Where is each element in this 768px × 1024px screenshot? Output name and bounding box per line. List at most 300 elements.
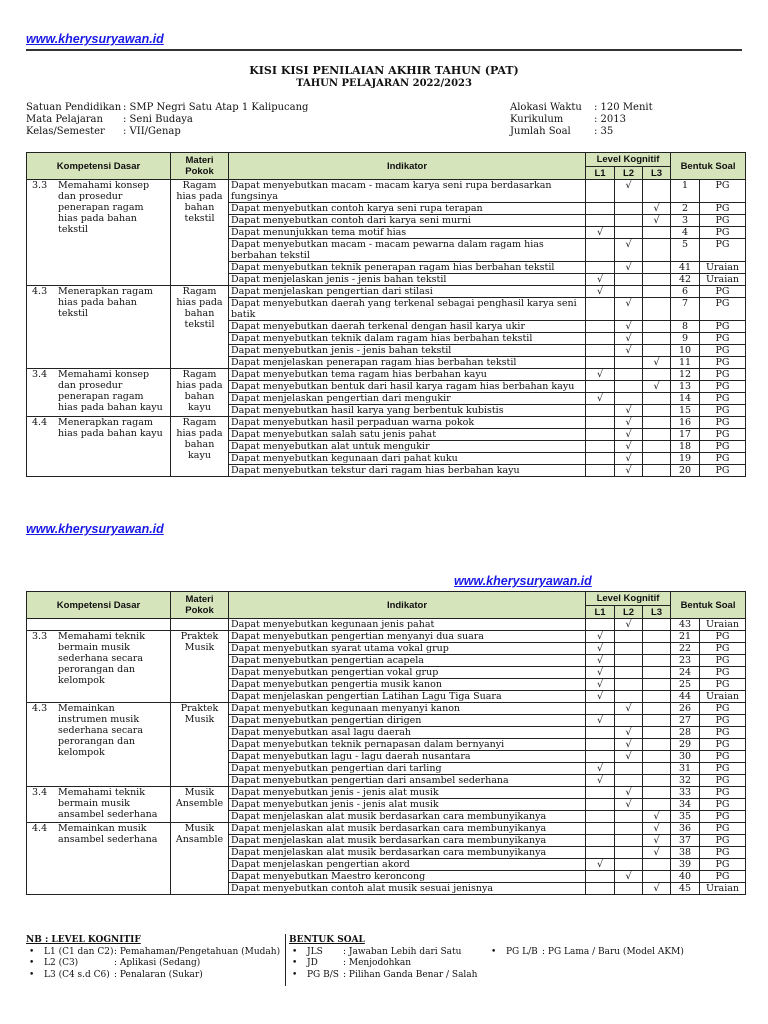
kompetensi-dasar-cell xyxy=(27,703,171,787)
level-cell-l2 xyxy=(615,286,643,298)
legend-item xyxy=(26,958,280,970)
question-number: 36 xyxy=(671,823,700,835)
level-cell-l1 xyxy=(586,883,615,895)
level-cell-l3 xyxy=(643,369,671,381)
bentuk-soal-cell: PG xyxy=(700,703,746,715)
kd-text: Memahami konsep dan prosedur penerapan ragam hias pada bahan tekstil xyxy=(58,180,150,235)
level-cell-l2 xyxy=(615,823,643,835)
level-check-l1: √ xyxy=(586,775,615,787)
bentuk-soal-cell: PG xyxy=(700,823,746,835)
level-cell-l1 xyxy=(586,441,615,453)
level-cell-l1 xyxy=(586,357,615,369)
indikator-cell: Dapat menyebutkan hasil karya yang berbentuk kubistis xyxy=(229,405,586,417)
level-cell-l3 xyxy=(643,333,671,345)
kompetensi-dasar-cell xyxy=(27,823,171,895)
header-l1: L1 xyxy=(586,606,615,619)
header-kompetensi-dasar: Kompetensi Dasar xyxy=(27,153,171,180)
question-number: 22 xyxy=(671,643,700,655)
level-check-l2: √ xyxy=(615,465,643,477)
level-cell-l1 xyxy=(586,298,615,321)
bentuk-soal-cell: PG xyxy=(700,835,746,847)
meta-label: Kelas/Semester xyxy=(26,126,105,137)
question-number: 30 xyxy=(671,751,700,763)
level-cell-l1 xyxy=(586,799,615,811)
level-cell-l2 xyxy=(615,775,643,787)
level-check-l2: √ xyxy=(615,799,643,811)
question-number: 16 xyxy=(671,417,700,429)
level-check-l3: √ xyxy=(643,883,671,895)
level-cell-l3 xyxy=(643,429,671,441)
kd-number: 4.3 xyxy=(32,703,48,714)
level-check-l1: √ xyxy=(586,667,615,679)
meta-value: : 35 xyxy=(594,126,614,137)
materi-pokok-cell: Musik Ansamble xyxy=(171,823,229,895)
level-cell-l3 xyxy=(643,787,671,799)
bentuk-soal-cell: PG xyxy=(700,180,746,203)
level-check-l1: √ xyxy=(586,655,615,667)
level-cell-l3 xyxy=(643,799,671,811)
level-check-l2: √ xyxy=(615,871,643,883)
legend-bentuk-soal xyxy=(289,935,477,981)
level-cell-l1 xyxy=(586,703,615,715)
legend-item xyxy=(289,947,477,959)
indikator-cell: Dapat menyebutkan asal lagu daerah xyxy=(229,727,586,739)
level-cell-l3 xyxy=(643,679,671,691)
meta-value: : 2013 xyxy=(594,114,626,125)
level-cell-l3 xyxy=(643,227,671,239)
meta-left xyxy=(26,102,308,138)
bentuk-soal-cell: Uraian xyxy=(700,274,746,286)
legend-title: NB : LEVEL KOGNITIF xyxy=(26,935,141,945)
question-number: 1 xyxy=(671,180,700,203)
question-number: 20 xyxy=(671,465,700,477)
bentuk-soal-cell: PG xyxy=(700,357,746,369)
header-kompetensi-dasar: Kompetensi Dasar xyxy=(27,592,171,619)
bentuk-soal-cell: PG xyxy=(700,763,746,775)
level-cell-l3 xyxy=(643,691,671,703)
indikator-cell: Dapat menyebutkan jenis - jenis bahan tekstil xyxy=(229,345,586,357)
level-cell-l3 xyxy=(643,274,671,286)
level-cell-l1 xyxy=(586,453,615,465)
kompetensi-dasar-cell xyxy=(27,369,171,417)
kd-text: Memainkan musik ansambel sederhana xyxy=(58,823,158,845)
level-check-l2: √ xyxy=(615,751,643,763)
legend-value: : Penalaran (Sukar) xyxy=(114,969,203,980)
indikator-cell: Dapat menyebutkan pengertian dari ansambel sederhana xyxy=(229,775,586,787)
watermark-link[interactable]: www.kherysuryawan.id xyxy=(454,574,592,588)
legend-item xyxy=(488,947,684,959)
level-cell-l3 xyxy=(643,631,671,643)
meta-label: Mata Pelajaran xyxy=(26,114,103,125)
indikator-cell: Dapat menyebutkan teknik pernapasan dalam bernyanyi xyxy=(229,739,586,751)
question-number: 43 xyxy=(671,619,700,631)
kd-text: Menerapkan ragam hias pada bahan tekstil xyxy=(58,286,153,319)
legend-item xyxy=(26,947,280,959)
bentuk-soal-cell: PG xyxy=(700,751,746,763)
level-check-l1: √ xyxy=(586,691,615,703)
question-number: 10 xyxy=(671,345,700,357)
meta-label: Alokasi Waktu xyxy=(510,102,582,113)
question-number: 4 xyxy=(671,227,700,239)
header-level-kognitif: Level Kognitif xyxy=(586,153,671,167)
question-number: 33 xyxy=(671,787,700,799)
materi-pokok-cell: Ragam hias pada bahan tekstil xyxy=(171,286,229,369)
kd-number: 4.4 xyxy=(32,417,48,428)
kd-text: Memahami teknik bermain musik ansambel sederhana xyxy=(58,787,158,820)
question-number: 39 xyxy=(671,859,700,871)
question-number: 40 xyxy=(671,871,700,883)
level-cell-l1 xyxy=(586,727,615,739)
legend-value: : Pemahaman/Pengetahuan (Mudah) xyxy=(114,946,281,957)
level-cell-l2 xyxy=(615,227,643,239)
level-cell-l1 xyxy=(586,333,615,345)
question-number: 29 xyxy=(671,739,700,751)
kompetensi-dasar-cell xyxy=(27,787,171,823)
indikator-cell: Dapat menjelaskan alat musik berdasarkan cara membunyikanya xyxy=(229,811,586,823)
question-number: 42 xyxy=(671,274,700,286)
level-check-l3: √ xyxy=(643,847,671,859)
bentuk-soal-cell: PG xyxy=(700,417,746,429)
watermark-link[interactable]: www.kherysuryawan.id xyxy=(26,32,164,46)
question-number: 3 xyxy=(671,215,700,227)
question-number: 19 xyxy=(671,453,700,465)
level-cell-l3 xyxy=(643,643,671,655)
kd-text: Memainkan instrumen musik sederhana secara perorangan dan kelompok xyxy=(58,703,144,758)
level-cell-l3 xyxy=(643,441,671,453)
level-cell-l3 xyxy=(643,703,671,715)
level-check-l1: √ xyxy=(586,631,615,643)
indikator-cell: Dapat menyebutkan pengertian vokal grup xyxy=(229,667,586,679)
bentuk-soal-cell: PG xyxy=(700,811,746,823)
level-cell-l1 xyxy=(586,811,615,823)
level-cell-l3 xyxy=(643,417,671,429)
question-number: 45 xyxy=(671,883,700,895)
legend-item xyxy=(26,970,280,982)
indikator-cell: Dapat menyebutkan salah satu jenis pahat xyxy=(229,429,586,441)
indikator-cell: Dapat menyebutkan tema ragam hias berbahan kayu xyxy=(229,369,586,381)
question-number: 7 xyxy=(671,298,700,321)
question-number: 34 xyxy=(671,799,700,811)
kompetensi-dasar-cell xyxy=(27,286,171,369)
kompetensi-dasar-cell xyxy=(27,180,171,286)
bentuk-soal-cell: Uraian xyxy=(700,691,746,703)
bentuk-soal-cell: PG xyxy=(700,405,746,417)
level-cell-l1 xyxy=(586,381,615,393)
question-number: 8 xyxy=(671,321,700,333)
level-cell-l3 xyxy=(643,286,671,298)
legend-key: L2 (C3) xyxy=(44,958,79,968)
bentuk-soal-cell: PG xyxy=(700,775,746,787)
question-number: 28 xyxy=(671,727,700,739)
level-cell-l3 xyxy=(643,739,671,751)
level-check-l2: √ xyxy=(615,417,643,429)
bentuk-soal-cell: PG xyxy=(700,859,746,871)
header-materi-pokok: Materi Pokok xyxy=(171,153,229,180)
indikator-cell: Dapat menyebutkan kegunaan menyanyi kanon xyxy=(229,703,586,715)
materi-pokok-cell: Praktek Musik xyxy=(171,703,229,787)
level-cell-l3 xyxy=(643,859,671,871)
level-cell-l3 xyxy=(643,345,671,357)
level-check-l3: √ xyxy=(643,811,671,823)
materi-pokok-cell: Praktek Musik xyxy=(171,631,229,703)
level-cell-l3 xyxy=(643,715,671,727)
header-materi-pokok: Materi Pokok xyxy=(171,592,229,619)
level-check-l1: √ xyxy=(586,274,615,286)
indikator-cell: Dapat menyebutkan pengertian menyanyi dua suara xyxy=(229,631,586,643)
legend-value: : Jawaban Lebih dari Satu xyxy=(343,946,462,957)
indikator-cell: Dapat menyebutkan tekstur dari ragam hias berbahan kayu xyxy=(229,465,586,477)
table-row xyxy=(27,180,746,203)
table-row xyxy=(27,417,746,429)
materi-pokok-cell: Musik Ansemble xyxy=(171,787,229,823)
kisi-table-2 xyxy=(26,591,746,895)
header-l1: L1 xyxy=(586,167,615,180)
level-check-l3: √ xyxy=(643,381,671,393)
question-number: 17 xyxy=(671,429,700,441)
table-row xyxy=(27,787,746,799)
table-row xyxy=(27,823,746,835)
bentuk-soal-cell: PG xyxy=(700,631,746,643)
level-check-l3: √ xyxy=(643,357,671,369)
bentuk-soal-cell: PG xyxy=(700,667,746,679)
indikator-cell: Dapat menyebutkan pengertia musik kanon xyxy=(229,679,586,691)
bentuk-soal-cell: PG xyxy=(700,321,746,333)
level-check-l2: √ xyxy=(615,441,643,453)
level-cell-l3 xyxy=(643,298,671,321)
indikator-cell: Dapat menyebutkan kegunaan dari pahat kuku xyxy=(229,453,586,465)
header-divider xyxy=(26,49,742,51)
header-bentuk-soal: Bentuk Soal xyxy=(671,153,746,180)
materi-pokok-cell xyxy=(171,619,229,631)
bentuk-soal-cell: Uraian xyxy=(700,883,746,895)
kd-number: 4.4 xyxy=(32,823,48,834)
kd-number: 4.3 xyxy=(32,286,48,297)
bentuk-soal-cell: PG xyxy=(700,799,746,811)
level-cell-l1 xyxy=(586,619,615,631)
level-cell-l2 xyxy=(615,811,643,823)
level-cell-l1 xyxy=(586,751,615,763)
level-check-l1: √ xyxy=(586,715,615,727)
header-bentuk-soal: Bentuk Soal xyxy=(671,592,746,619)
header-l3: L3 xyxy=(643,606,671,619)
question-number: 9 xyxy=(671,333,700,345)
table-row xyxy=(27,631,746,643)
level-check-l2: √ xyxy=(615,333,643,345)
indikator-cell: Dapat menyebutkan kegunaan jenis pahat xyxy=(229,619,586,631)
bentuk-soal-cell: PG xyxy=(700,679,746,691)
header-l2: L2 xyxy=(615,167,643,180)
level-check-l2: √ xyxy=(615,262,643,274)
legend-item xyxy=(289,970,477,982)
level-cell-l3 xyxy=(643,655,671,667)
kd-text: Memahami teknik bermain musik sederhana secara perorangan dan kelompok xyxy=(58,631,145,686)
bentuk-soal-cell: PG xyxy=(700,227,746,239)
table-row xyxy=(27,369,746,381)
level-check-l2: √ xyxy=(615,239,643,262)
legend-key: L3 (C4 s.d C6) xyxy=(44,969,110,980)
materi-pokok-cell: Ragam hias pada bahan tekstil xyxy=(171,180,229,286)
level-cell-l1 xyxy=(586,215,615,227)
question-number: 38 xyxy=(671,847,700,859)
legend-value: : Menjodohkan xyxy=(343,958,412,968)
indikator-cell: Dapat menyebutkan teknik penerapan ragam hias berbahan tekstil xyxy=(229,262,586,274)
indikator-cell: Dapat menyebutkan daerah terkenal dengan hasil karya ukir xyxy=(229,321,586,333)
question-number: 25 xyxy=(671,679,700,691)
level-check-l3: √ xyxy=(643,835,671,847)
indikator-cell: Dapat menyebutkan contoh dari karya seni murni xyxy=(229,215,586,227)
watermark-link[interactable]: www.kherysuryawan.id xyxy=(26,522,164,536)
level-cell-l1 xyxy=(586,871,615,883)
question-number: 44 xyxy=(671,691,700,703)
level-cell-l2 xyxy=(615,381,643,393)
legend-key: JLS xyxy=(307,946,323,957)
question-number: 35 xyxy=(671,811,700,823)
question-number: 18 xyxy=(671,441,700,453)
level-cell-l1 xyxy=(586,429,615,441)
level-check-l1: √ xyxy=(586,643,615,655)
materi-pokok-cell: Ragam hias pada bahan kayu xyxy=(171,417,229,477)
bentuk-soal-cell: PG xyxy=(700,715,746,727)
indikator-cell: Dapat menyebutkan macam - macam pewarna dalam ragam hias berbahan tekstil xyxy=(229,239,586,262)
level-cell-l3 xyxy=(643,763,671,775)
level-cell-l1 xyxy=(586,321,615,333)
level-check-l1: √ xyxy=(586,679,615,691)
level-cell-l3 xyxy=(643,465,671,477)
level-cell-l2 xyxy=(615,667,643,679)
level-check-l3: √ xyxy=(643,823,671,835)
indikator-cell: Dapat menyebutkan macam - macam karya seni rupa berdasarkan fungsinya xyxy=(229,180,586,203)
level-cell-l1 xyxy=(586,823,615,835)
indikator-cell: Dapat menunjukkan tema motif hias xyxy=(229,227,586,239)
kd-number: 3.3 xyxy=(32,180,48,191)
level-check-l2: √ xyxy=(615,345,643,357)
bentuk-soal-cell: PG xyxy=(700,286,746,298)
level-cell-l1 xyxy=(586,180,615,203)
document-subtitle: TAHUN PELAJARAN 2022/2023 xyxy=(296,78,472,89)
level-check-l2: √ xyxy=(615,321,643,333)
kd-text: Memahami konsep dan prosedur penerapan ragam hias pada bahan kayu xyxy=(58,369,163,413)
indikator-cell: Dapat menyebutkan pengertian dirigen xyxy=(229,715,586,727)
indikator-cell: Dapat menyebutkan alat untuk mengukir xyxy=(229,441,586,453)
level-check-l2: √ xyxy=(615,453,643,465)
level-check-l2: √ xyxy=(615,405,643,417)
indikator-cell: Dapat menjelaskan pengertian Latihan Lagu Tiga Suara xyxy=(229,691,586,703)
level-cell-l3 xyxy=(643,393,671,405)
legend-key: L1 (C1 dan C2) xyxy=(44,946,114,957)
header-indikator: Indikator xyxy=(229,153,586,180)
level-check-l1: √ xyxy=(586,859,615,871)
meta-value: : SMP Negri Satu Atap 1 Kalipucang xyxy=(123,102,309,113)
question-number: 32 xyxy=(671,775,700,787)
level-check-l2: √ xyxy=(615,619,643,631)
bentuk-soal-cell: PG xyxy=(700,298,746,321)
indikator-cell: Dapat menjelaskan pengertian dari stilasi xyxy=(229,286,586,298)
level-cell-l2 xyxy=(615,393,643,405)
bentuk-soal-cell: PG xyxy=(700,871,746,883)
meta-label: Kurikulum xyxy=(510,114,564,125)
level-check-l2: √ xyxy=(615,180,643,203)
bentuk-soal-cell: Uraian xyxy=(700,262,746,274)
level-cell-l1 xyxy=(586,787,615,799)
bentuk-soal-cell: PG xyxy=(700,847,746,859)
meta-value: : VII/Genap xyxy=(123,126,181,137)
document-title: KISI KISI PENILAIAN AKHIR TAHUN (PAT) xyxy=(249,64,519,77)
bentuk-soal-cell: PG xyxy=(700,369,746,381)
meta-label: Jumlah Soal xyxy=(510,126,571,137)
level-cell-l3 xyxy=(643,262,671,274)
meta-right xyxy=(510,102,653,138)
legend-key: PG B/S xyxy=(307,969,339,980)
header-l2: L2 xyxy=(615,606,643,619)
indikator-cell: Dapat menyebutkan contoh alat musik sesuai jenisnya xyxy=(229,883,586,895)
header-level-kognitif: Level Kognitif xyxy=(586,592,671,606)
level-cell-l3 xyxy=(643,453,671,465)
kompetensi-dasar-cell xyxy=(27,619,171,631)
level-check-l2: √ xyxy=(615,739,643,751)
indikator-cell: Dapat menyebutkan jenis - jenis alat musik xyxy=(229,799,586,811)
bentuk-soal-cell: PG xyxy=(700,739,746,751)
level-check-l3: √ xyxy=(643,203,671,215)
bentuk-soal-cell: PG xyxy=(700,345,746,357)
level-cell-l3 xyxy=(643,619,671,631)
question-number: 27 xyxy=(671,715,700,727)
kd-number: 3.3 xyxy=(32,631,48,642)
legend-pg-model xyxy=(488,947,684,959)
level-cell-l1 xyxy=(586,417,615,429)
level-check-l2: √ xyxy=(615,787,643,799)
level-cell-l1 xyxy=(586,203,615,215)
level-check-l2: √ xyxy=(615,429,643,441)
legend-title: BENTUK SOAL xyxy=(289,935,365,945)
question-number: 26 xyxy=(671,703,700,715)
indikator-cell: Dapat menjelaskan alat musik berdasarkan cara membunyikanya xyxy=(229,835,586,847)
indikator-cell: Dapat menjelaskan pengertian dari mengukir xyxy=(229,393,586,405)
question-number: 6 xyxy=(671,286,700,298)
bentuk-soal-cell: PG xyxy=(700,239,746,262)
legend-value: : PG Lama / Baru (Model AKM) xyxy=(542,947,684,957)
level-check-l1: √ xyxy=(586,763,615,775)
level-check-l1: √ xyxy=(586,369,615,381)
indikator-cell: Dapat menyebutkan jenis - jenis alat musik xyxy=(229,787,586,799)
legend-item xyxy=(289,958,477,970)
indikator-cell: Dapat menyebutkan Maestro keroncong xyxy=(229,871,586,883)
bentuk-soal-cell: PG xyxy=(700,429,746,441)
question-number: 24 xyxy=(671,667,700,679)
indikator-cell: Dapat menyebutkan contoh karya seni rupa terapan xyxy=(229,203,586,215)
level-cell-l1 xyxy=(586,345,615,357)
level-cell-l2 xyxy=(615,835,643,847)
level-cell-l2 xyxy=(615,643,643,655)
indikator-cell: Dapat menjelaskan pengertian akord xyxy=(229,859,586,871)
level-cell-l2 xyxy=(615,715,643,727)
question-number: 13 xyxy=(671,381,700,393)
level-cell-l3 xyxy=(643,405,671,417)
level-cell-l3 xyxy=(643,180,671,203)
bentuk-soal-cell: PG xyxy=(700,215,746,227)
indikator-cell: Dapat menyebutkan teknik dalam ragam hias berbahan tekstil xyxy=(229,333,586,345)
level-check-l2: √ xyxy=(615,727,643,739)
question-number: 2 xyxy=(671,203,700,215)
indikator-cell: Dapat menjelaskan alat musik berdasarkan cara membunyikanya xyxy=(229,847,586,859)
table-row xyxy=(27,286,746,298)
meta-value: : Seni Budaya xyxy=(123,114,193,125)
level-cell-l3 xyxy=(643,667,671,679)
level-cell-l3 xyxy=(643,775,671,787)
level-cell-l2 xyxy=(615,883,643,895)
legend-value: : Pilihan Ganda Benar / Salah xyxy=(343,969,478,980)
legend-value: : Aplikasi (Sedang) xyxy=(114,958,201,968)
question-number: 41 xyxy=(671,262,700,274)
